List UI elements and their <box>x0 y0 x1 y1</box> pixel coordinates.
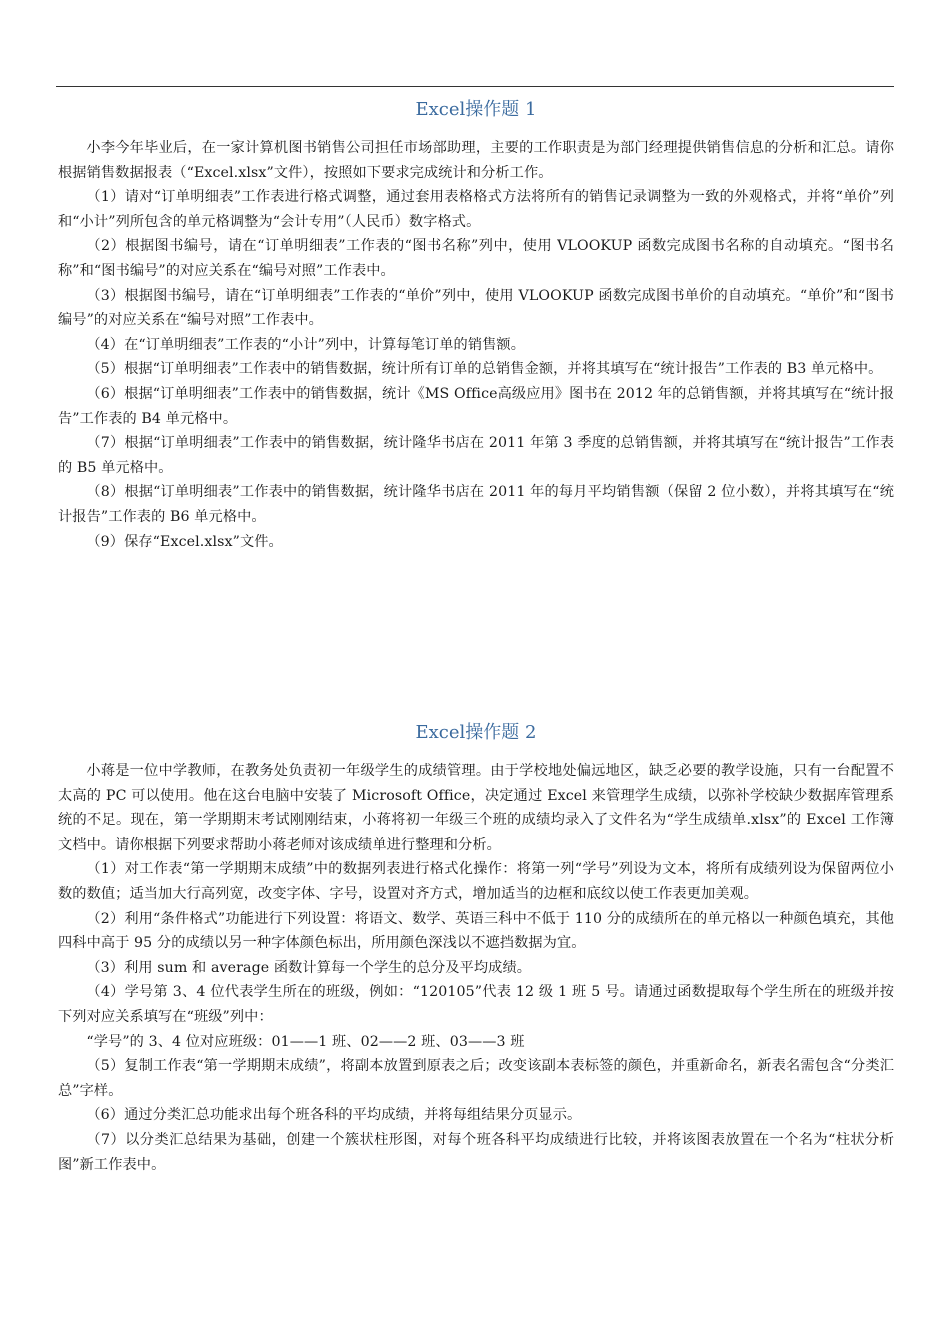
section-title: Excel操作题 2 <box>415 722 537 743</box>
paragraph: 小蒋是一位中学教师，在教务处负责初一年级学生的成绩管理。由于学校地处偏远地区，缺乏必要的教学设施，只有一台配置不太高的 PC 可以使用。他在这台电脑中安装了 Microsoft Office，决定通过 Excel 来管理学生成绩，以弥补学校缺少数据库管理系统的不足。现在，第一学期期末考试刚刚结束，小蒋将初一年级三个班的成绩均录入了文件名为“学生成绩单.xlsx”的 Excel 工作簿文档中。请你根据下列要求帮助小蒋老师对该成绩单进行整理和分析。 <box>58 763 894 853</box>
paragraph: （1）请对“订单明细表”工作表进行格式调整，通过套用表格格式方法将所有的销售记录调整为一致的外观格式，并将“单价”列和“小计”列所包含的单元格调整为“会计专用”（人民币）数字格式。 <box>58 189 894 230</box>
paragraph: （5）根据“订单明细表”工作表中的销售数据，统计所有订单的总销售金额，并将其填写在“统计报告”工作表的 B3 单元格中。 <box>86 361 883 378</box>
paragraph: （1）对工作表“第一学期期末成绩”中的数据列表进行格式化操作：将第一列“学号”列设为文本，将所有成绩列设为保留两位小数的数值；适当加大行高列宽，改变字体、字号，设置对齐方式，增加适当的边框和底纹以使工作表更加美观。 <box>58 861 894 902</box>
section-title: Excel操作题 1 <box>415 99 537 120</box>
paragraph: （5）复制工作表“第一学期期末成绩”，将副本放置到原表之后；改变该副本表标签的颜色，并重新命名，新表名需包含“分类汇总”字样。 <box>58 1058 894 1099</box>
section-excel-1 <box>58 98 894 554</box>
paragraph: 小李今年毕业后，在一家计算机图书销售公司担任市场部助理，主要的工作职责是为部门经理提供销售信息的分析和汇总。请你根据销售数据报表（“Excel.xlsx”文件），按照如下要求完成统计和分析工作。 <box>58 140 894 181</box>
paragraph: （8）根据“订单明细表”工作表中的销售数据，统计隆华书店在 2011 年的每月平均销售额（保留 2 位小数），并将其填写在“统计报告”工作表的 B6 单元格中。 <box>58 484 894 525</box>
paragraph: （7）根据“订单明细表”工作表中的销售数据，统计隆华书店在 2011 年第 3 季度的总销售额，并将其填写在“统计报告”工作表的 B5 单元格中。 <box>58 435 894 476</box>
paragraph: （3）利用 sum 和 average 函数计算每一个学生的总分及平均成绩。 <box>86 959 532 976</box>
paragraph: （3）根据图书编号，请在“订单明细表”工作表的“单价”列中，使用 VLOOKUP 函数完成图书单价的自动填充。“单价”和“图书编号”的对应关系在“编号对照”工作表中。 <box>58 287 894 329</box>
paragraph: （9）保存“Excel.xlsx”文件。 <box>86 533 283 550</box>
paragraph: （4）学号第 3、4 位代表学生所在的班级，例如：“120105”代表 12 级 1 班 5 号。请通过函数提取每个学生所在的班级并按下列对应关系填写在“班级”列中： <box>58 984 894 1025</box>
paragraph: （6）通过分类汇总功能求出每个班各科的平均成绩，并将每组结果分页显示。 <box>86 1107 582 1124</box>
header-rule <box>56 86 894 87</box>
paragraph: （7）以分类汇总结果为基础，创建一个簇状柱形图，对每个班各科平均成绩进行比较，并将该图表放置在一个名为“柱状分析图”新工作表中。 <box>58 1131 894 1173</box>
paragraph: “学号”的 3、4 位对应班级：01——1 班、02——2 班、03——3 班 <box>86 1033 525 1050</box>
paragraph: （2）利用“条件格式”功能进行下列设置：将语文、数学、英语三科中不低于 110 分的成绩所在的单元格以一种颜色填充，其他四科中高于 95 分的成绩以另一种字体颜色标出，所用颜色深浅以不遮挡数据为宜。 <box>58 910 894 952</box>
paragraph: （6）根据“订单明细表”工作表中的销售数据，统计《MS Office高级应用》图书在 2012 年的总销售额，并将其填写在“统计报告”工作表的 B4 单元格中。 <box>58 385 894 427</box>
paragraph: （4）在“订单明细表”工作表的“小计”列中，计算每笔订单的销售额。 <box>86 336 525 353</box>
paragraph: （2）根据图书编号，请在“订单明细表”工作表的“图书名称”列中，使用 VLOOKUP 函数完成图书名称的自动填充。“图书名称”和“图书编号”的对应关系在“编号对照”工作表中。 <box>58 238 894 279</box>
section-excel-2 <box>58 721 894 1177</box>
